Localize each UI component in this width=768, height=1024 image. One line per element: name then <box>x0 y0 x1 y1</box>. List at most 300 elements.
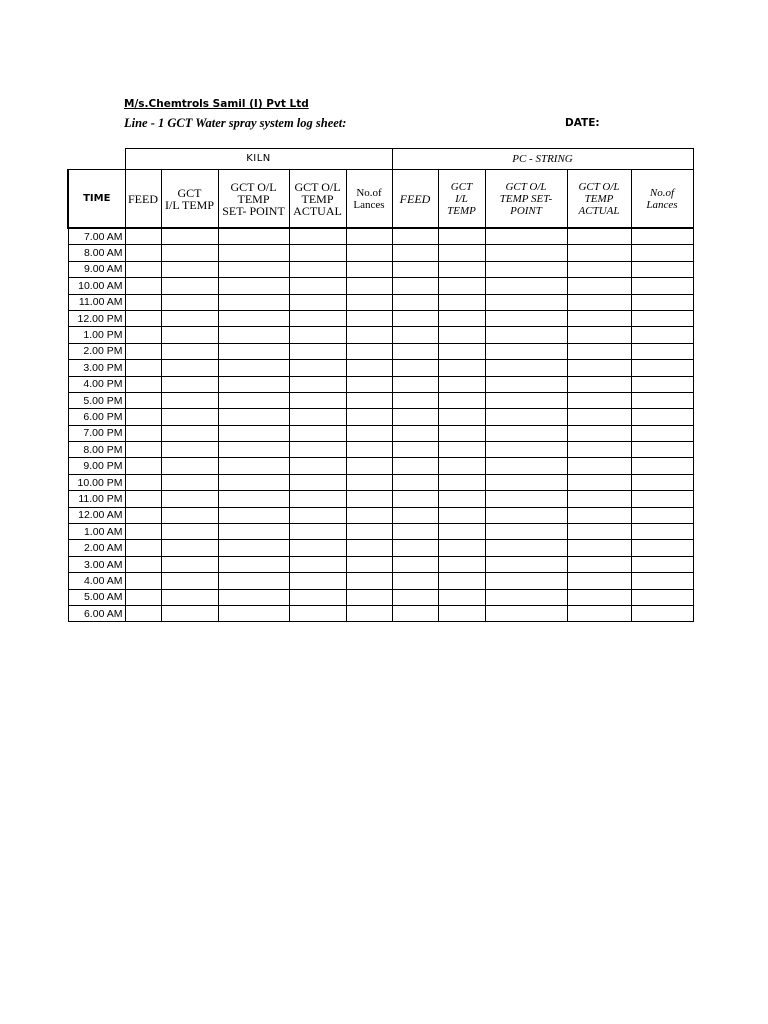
pc-gct-il-temp-header <box>438 170 485 229</box>
entry-cell[interactable] <box>567 343 631 359</box>
header-line: ACTUAL <box>578 204 620 217</box>
entry-cell[interactable] <box>392 589 438 605</box>
entry-cell[interactable] <box>346 360 392 376</box>
entry-cell[interactable] <box>346 245 392 261</box>
entry-cell[interactable] <box>346 392 392 408</box>
entry-cell[interactable] <box>438 245 485 261</box>
entry-cell[interactable] <box>485 605 567 621</box>
entry-cell[interactable] <box>346 442 392 458</box>
entry-cell[interactable] <box>289 327 346 343</box>
entry-cell[interactable] <box>346 310 392 326</box>
entry-cell[interactable] <box>438 327 485 343</box>
time-cell: 9.00 PM <box>68 458 125 474</box>
entry-cell[interactable] <box>631 573 693 589</box>
entry-cell[interactable] <box>125 278 161 294</box>
entry-cell[interactable] <box>567 294 631 310</box>
entry-cell[interactable] <box>392 228 438 245</box>
entry-cell[interactable] <box>125 458 161 474</box>
entry-cell[interactable] <box>161 392 218 408</box>
blank-corner-cell <box>68 149 125 170</box>
entry-cell[interactable] <box>438 310 485 326</box>
entry-cell[interactable] <box>346 458 392 474</box>
entry-cell[interactable] <box>125 605 161 621</box>
entry-cell[interactable] <box>631 278 693 294</box>
entry-cell[interactable] <box>125 360 161 376</box>
header-line: GCT <box>450 180 473 193</box>
entry-cell[interactable] <box>567 474 631 490</box>
entry-cell[interactable] <box>567 540 631 556</box>
entry-cell[interactable] <box>218 540 289 556</box>
entry-cell[interactable] <box>289 360 346 376</box>
entry-cell[interactable] <box>392 392 438 408</box>
entry-cell[interactable] <box>289 228 346 245</box>
entry-cell[interactable] <box>218 458 289 474</box>
header-line: TEMP SET- <box>499 192 553 205</box>
entry-cell[interactable] <box>485 343 567 359</box>
entry-cell[interactable] <box>218 491 289 507</box>
entry-cell[interactable] <box>161 409 218 425</box>
entry-cell[interactable] <box>289 245 346 261</box>
entry-cell[interactable] <box>218 589 289 605</box>
entry-cell[interactable] <box>631 310 693 326</box>
entry-cell[interactable] <box>346 425 392 441</box>
entry-cell[interactable] <box>161 524 218 540</box>
entry-cell[interactable] <box>631 228 693 245</box>
header-line: TEMP <box>584 192 614 205</box>
entry-cell[interactable] <box>218 409 289 425</box>
entry-cell[interactable] <box>392 540 438 556</box>
entry-cell[interactable] <box>567 507 631 523</box>
entry-cell[interactable] <box>392 524 438 540</box>
header-line: FEED <box>128 191 158 206</box>
entry-cell[interactable] <box>125 409 161 425</box>
time-cell: 5.00 PM <box>68 392 125 408</box>
entry-cell[interactable] <box>485 294 567 310</box>
time-cell: 11.00 AM <box>68 294 125 310</box>
log-row <box>68 392 693 408</box>
entry-cell[interactable] <box>125 573 161 589</box>
entry-cell[interactable] <box>567 556 631 572</box>
entry-cell[interactable] <box>485 409 567 425</box>
entry-cell[interactable] <box>289 474 346 490</box>
entry-cell[interactable] <box>161 310 218 326</box>
entry-cell[interactable] <box>631 442 693 458</box>
entry-cell[interactable] <box>438 589 485 605</box>
entry-cell[interactable] <box>289 376 346 392</box>
entry-cell[interactable] <box>161 376 218 392</box>
entry-cell[interactable] <box>289 605 346 621</box>
entry-cell[interactable] <box>567 409 631 425</box>
entry-cell[interactable] <box>289 294 346 310</box>
time-cell: 12.00 AM <box>68 507 125 523</box>
entry-cell[interactable] <box>567 360 631 376</box>
entry-cell[interactable] <box>392 360 438 376</box>
entry-cell[interactable] <box>392 261 438 277</box>
entry-cell[interactable] <box>346 573 392 589</box>
log-table <box>67 148 694 622</box>
entry-cell[interactable] <box>438 458 485 474</box>
entry-cell[interactable] <box>485 228 567 245</box>
log-row <box>68 442 693 458</box>
entry-cell[interactable] <box>125 507 161 523</box>
sheet-title: Line - 1 GCT Water spray system log sheet: <box>124 116 347 130</box>
entry-cell[interactable] <box>438 474 485 490</box>
entry-cell[interactable] <box>567 491 631 507</box>
entry-cell[interactable] <box>438 376 485 392</box>
entry-cell[interactable] <box>392 573 438 589</box>
entry-cell[interactable] <box>631 556 693 572</box>
entry-cell[interactable] <box>392 310 438 326</box>
column-header-row <box>68 170 693 229</box>
entry-cell[interactable] <box>392 458 438 474</box>
entry-cell[interactable] <box>161 245 218 261</box>
entry-cell[interactable] <box>218 376 289 392</box>
entry-cell[interactable] <box>125 491 161 507</box>
log-row <box>68 245 693 261</box>
entry-cell[interactable] <box>218 261 289 277</box>
entry-cell[interactable] <box>218 442 289 458</box>
entry-cell[interactable] <box>289 310 346 326</box>
entry-cell[interactable] <box>218 392 289 408</box>
entry-cell[interactable] <box>161 605 218 621</box>
entry-cell[interactable] <box>567 392 631 408</box>
time-cell: 3.00 AM <box>68 556 125 572</box>
entry-cell[interactable] <box>218 425 289 441</box>
entry-cell[interactable] <box>567 278 631 294</box>
log-row <box>68 294 693 310</box>
entry-cell[interactable] <box>346 278 392 294</box>
entry-cell[interactable] <box>631 261 693 277</box>
entry-cell[interactable] <box>125 474 161 490</box>
time-cell: 4.00 AM <box>68 573 125 589</box>
entry-cell[interactable] <box>289 278 346 294</box>
header-line: TEMP <box>447 204 476 217</box>
entry-cell[interactable] <box>161 343 218 359</box>
entry-cell[interactable] <box>346 605 392 621</box>
entry-cell[interactable] <box>289 556 346 572</box>
log-row <box>68 360 693 376</box>
entry-cell[interactable] <box>392 605 438 621</box>
entry-cell[interactable] <box>161 360 218 376</box>
entry-cell[interactable] <box>631 376 693 392</box>
entry-cell[interactable] <box>289 540 346 556</box>
entry-cell[interactable] <box>438 491 485 507</box>
entry-cell[interactable] <box>631 425 693 441</box>
entry-cell[interactable] <box>485 589 567 605</box>
entry-cell[interactable] <box>125 310 161 326</box>
log-row <box>68 524 693 540</box>
entry-cell[interactable] <box>346 491 392 507</box>
log-row <box>68 573 693 589</box>
entry-cell[interactable] <box>218 474 289 490</box>
time-cell: 11.00 PM <box>68 491 125 507</box>
entry-cell[interactable] <box>346 228 392 245</box>
entry-cell[interactable] <box>392 294 438 310</box>
time-cell: 8.00 AM <box>68 245 125 261</box>
entry-cell[interactable] <box>392 278 438 294</box>
time-cell: 12.00 PM <box>68 310 125 326</box>
time-cell: 1.00 AM <box>68 524 125 540</box>
entry-cell[interactable] <box>289 442 346 458</box>
entry-cell[interactable] <box>631 409 693 425</box>
entry-cell[interactable] <box>346 540 392 556</box>
header-line: FEED <box>399 191 431 206</box>
entry-cell[interactable] <box>631 360 693 376</box>
header-line: GCT O/L <box>505 180 547 193</box>
time-cell: 8.00 PM <box>68 442 125 458</box>
entry-cell[interactable] <box>631 327 693 343</box>
entry-cell[interactable] <box>161 589 218 605</box>
entry-cell[interactable] <box>289 491 346 507</box>
entry-cell[interactable] <box>125 556 161 572</box>
time-cell: 3.00 PM <box>68 360 125 376</box>
entry-cell[interactable] <box>161 573 218 589</box>
entry-cell[interactable] <box>125 245 161 261</box>
entry-cell[interactable] <box>631 589 693 605</box>
entry-cell[interactable] <box>438 228 485 245</box>
entry-cell[interactable] <box>438 392 485 408</box>
entry-cell[interactable] <box>125 327 161 343</box>
header-line: GCT <box>177 185 202 200</box>
entry-cell[interactable] <box>485 360 567 376</box>
entry-cell[interactable] <box>346 261 392 277</box>
entry-cell[interactable] <box>485 524 567 540</box>
entry-cell[interactable] <box>392 376 438 392</box>
entry-cell[interactable] <box>161 425 218 441</box>
entry-cell[interactable] <box>485 310 567 326</box>
entry-cell[interactable] <box>567 524 631 540</box>
entry-cell[interactable] <box>161 261 218 277</box>
entry-cell[interactable] <box>346 327 392 343</box>
entry-cell[interactable] <box>218 294 289 310</box>
entry-cell[interactable] <box>161 556 218 572</box>
entry-cell[interactable] <box>485 278 567 294</box>
entry-cell[interactable] <box>392 409 438 425</box>
entry-cell[interactable] <box>631 491 693 507</box>
entry-cell[interactable] <box>438 605 485 621</box>
entry-cell[interactable] <box>567 310 631 326</box>
entry-cell[interactable] <box>567 245 631 261</box>
entry-cell[interactable] <box>567 605 631 621</box>
entry-cell[interactable] <box>567 327 631 343</box>
entry-cell[interactable] <box>289 425 346 441</box>
entry-cell[interactable] <box>392 556 438 572</box>
entry-cell[interactable] <box>218 228 289 245</box>
entry-cell[interactable] <box>346 343 392 359</box>
entry-cell[interactable] <box>289 458 346 474</box>
pc-gct-ol-setpoint-header <box>485 170 567 229</box>
kiln-lances-header <box>346 170 392 229</box>
entry-cell[interactable] <box>346 524 392 540</box>
entry-cell[interactable] <box>161 228 218 245</box>
entry-cell[interactable] <box>218 524 289 540</box>
header-line: No.of <box>356 186 382 199</box>
pc-feed-header <box>392 170 438 229</box>
log-row <box>68 556 693 572</box>
entry-cell[interactable] <box>631 524 693 540</box>
time-cell: 6.00 PM <box>68 409 125 425</box>
log-row <box>68 409 693 425</box>
entry-cell[interactable] <box>438 524 485 540</box>
entry-cell[interactable] <box>631 392 693 408</box>
kiln-feed-header <box>125 170 161 229</box>
entry-cell[interactable] <box>567 573 631 589</box>
entry-cell[interactable] <box>631 507 693 523</box>
entry-cell[interactable] <box>392 327 438 343</box>
entry-cell[interactable] <box>438 425 485 441</box>
entry-cell[interactable] <box>346 556 392 572</box>
entry-cell[interactable] <box>438 278 485 294</box>
log-row <box>68 310 693 326</box>
entry-cell[interactable] <box>438 294 485 310</box>
entry-cell[interactable] <box>631 294 693 310</box>
entry-cell[interactable] <box>218 327 289 343</box>
kiln-gct-ol-setpoint-header <box>218 170 289 229</box>
log-row <box>68 605 693 621</box>
entry-cell[interactable] <box>218 556 289 572</box>
entry-cell[interactable] <box>218 310 289 326</box>
entry-cell[interactable] <box>346 409 392 425</box>
entry-cell[interactable] <box>485 376 567 392</box>
entry-cell[interactable] <box>438 409 485 425</box>
entry-cell[interactable] <box>161 507 218 523</box>
entry-cell[interactable] <box>346 474 392 490</box>
log-row <box>68 343 693 359</box>
entry-cell[interactable] <box>567 425 631 441</box>
entry-cell[interactable] <box>485 261 567 277</box>
log-row <box>68 261 693 277</box>
header-line: I/L <box>455 192 468 205</box>
entry-cell[interactable] <box>485 474 567 490</box>
time-cell: 2.00 AM <box>68 540 125 556</box>
entry-cell[interactable] <box>631 458 693 474</box>
entry-cell[interactable] <box>567 228 631 245</box>
entry-cell[interactable] <box>218 507 289 523</box>
time-cell: 2.00 PM <box>68 343 125 359</box>
entry-cell[interactable] <box>438 343 485 359</box>
entry-cell[interactable] <box>438 442 485 458</box>
log-rows <box>68 228 693 622</box>
entry-cell[interactable] <box>289 589 346 605</box>
entry-cell[interactable] <box>289 261 346 277</box>
entry-cell[interactable] <box>438 507 485 523</box>
entry-cell[interactable] <box>485 458 567 474</box>
entry-cell[interactable] <box>567 458 631 474</box>
entry-cell[interactable] <box>289 392 346 408</box>
entry-cell[interactable] <box>289 524 346 540</box>
entry-cell[interactable] <box>392 343 438 359</box>
log-row <box>68 376 693 392</box>
entry-cell[interactable] <box>631 245 693 261</box>
entry-cell[interactable] <box>161 474 218 490</box>
entry-cell[interactable] <box>346 507 392 523</box>
entry-cell[interactable] <box>125 343 161 359</box>
entry-cell[interactable] <box>567 261 631 277</box>
entry-cell[interactable] <box>392 245 438 261</box>
entry-cell[interactable] <box>438 360 485 376</box>
entry-cell[interactable] <box>392 474 438 490</box>
entry-cell[interactable] <box>631 540 693 556</box>
entry-cell[interactable] <box>218 605 289 621</box>
entry-cell[interactable] <box>125 540 161 556</box>
entry-cell[interactable] <box>438 540 485 556</box>
entry-cell[interactable] <box>392 425 438 441</box>
entry-cell[interactable] <box>567 589 631 605</box>
entry-cell[interactable] <box>485 491 567 507</box>
time-cell: 4.00 PM <box>68 376 125 392</box>
entry-cell[interactable] <box>218 245 289 261</box>
entry-cell[interactable] <box>289 573 346 589</box>
entry-cell[interactable] <box>346 376 392 392</box>
entry-cell[interactable] <box>161 278 218 294</box>
entry-cell[interactable] <box>485 556 567 572</box>
entry-cell[interactable] <box>438 261 485 277</box>
entry-cell[interactable] <box>631 605 693 621</box>
entry-cell[interactable] <box>125 294 161 310</box>
entry-cell[interactable] <box>392 442 438 458</box>
entry-cell[interactable] <box>485 507 567 523</box>
entry-cell[interactable] <box>346 294 392 310</box>
entry-cell[interactable] <box>125 376 161 392</box>
entry-cell[interactable] <box>567 442 631 458</box>
log-row <box>68 507 693 523</box>
time-cell: 7.00 PM <box>68 425 125 441</box>
entry-cell[interactable] <box>485 425 567 441</box>
entry-cell[interactable] <box>218 278 289 294</box>
entry-cell[interactable] <box>161 491 218 507</box>
entry-cell[interactable] <box>161 327 218 343</box>
entry-cell[interactable] <box>161 458 218 474</box>
header-line: Lances <box>646 198 678 211</box>
entry-cell[interactable] <box>631 343 693 359</box>
entry-cell[interactable] <box>125 589 161 605</box>
entry-cell[interactable] <box>485 392 567 408</box>
kiln-group-header: KILN <box>125 149 392 170</box>
entry-cell[interactable] <box>125 442 161 458</box>
entry-cell[interactable] <box>438 556 485 572</box>
entry-cell[interactable] <box>161 294 218 310</box>
entry-cell[interactable] <box>218 343 289 359</box>
entry-cell[interactable] <box>289 507 346 523</box>
entry-cell[interactable] <box>161 540 218 556</box>
company-name: M/s.Chemtrols Samil (I) Pvt Ltd <box>124 98 309 110</box>
log-row <box>68 327 693 343</box>
entry-cell[interactable] <box>485 245 567 261</box>
entry-cell[interactable] <box>218 360 289 376</box>
header-line: TEMP <box>237 191 270 206</box>
entry-cell[interactable] <box>125 261 161 277</box>
entry-cell[interactable] <box>485 327 567 343</box>
entry-cell[interactable] <box>125 524 161 540</box>
entry-cell[interactable] <box>346 589 392 605</box>
time-cell: 7.00 AM <box>68 228 125 245</box>
entry-cell[interactable] <box>485 442 567 458</box>
entry-cell[interactable] <box>218 573 289 589</box>
entry-cell[interactable] <box>485 540 567 556</box>
entry-cell[interactable] <box>485 573 567 589</box>
entry-cell[interactable] <box>567 376 631 392</box>
entry-cell[interactable] <box>289 343 346 359</box>
entry-cell[interactable] <box>289 409 346 425</box>
entry-cell[interactable] <box>631 474 693 490</box>
entry-cell[interactable] <box>392 491 438 507</box>
entry-cell[interactable] <box>392 507 438 523</box>
entry-cell[interactable] <box>438 573 485 589</box>
entry-cell[interactable] <box>125 425 161 441</box>
entry-cell[interactable] <box>161 442 218 458</box>
entry-cell[interactable] <box>125 228 161 245</box>
entry-cell[interactable] <box>125 392 161 408</box>
